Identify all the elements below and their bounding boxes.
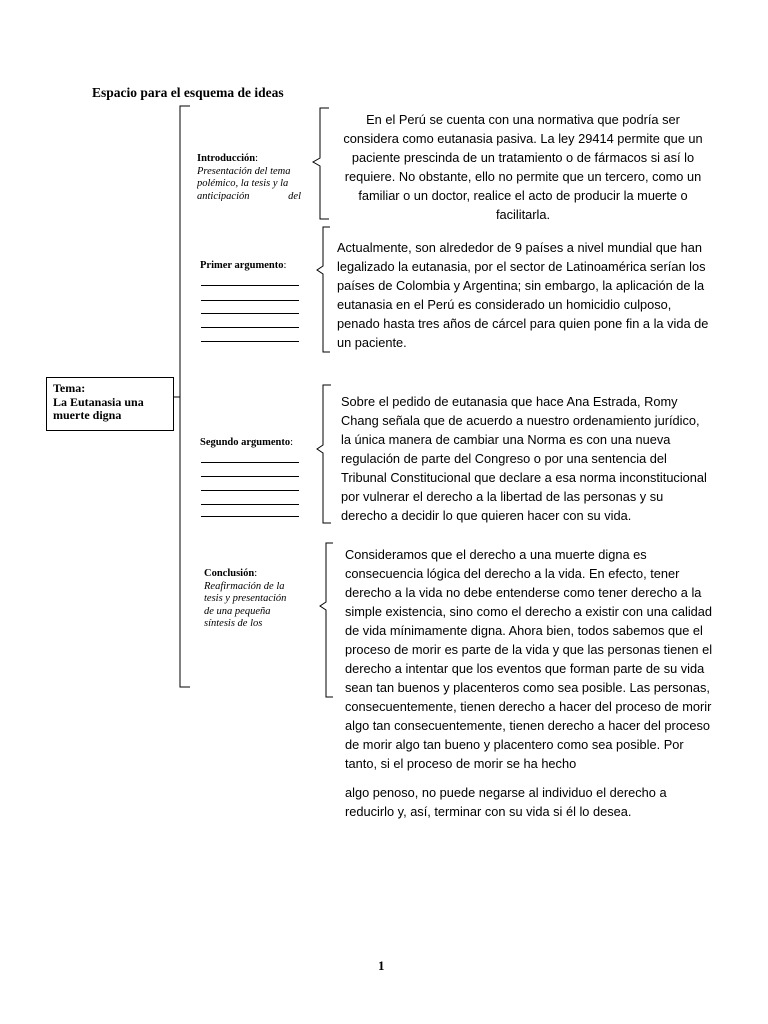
segundo-line-4 — [201, 504, 299, 505]
conclusion-desc-2: tesis y presentación — [204, 593, 287, 604]
primer-line-2 — [201, 300, 299, 301]
segundo-line-2 — [201, 476, 299, 477]
intro-colon: : — [255, 153, 259, 164]
primer-line-4 — [201, 327, 299, 328]
primer-line-1 — [201, 285, 299, 286]
intro-title: Introducción — [197, 153, 256, 164]
tema-label: Tema: — [53, 381, 86, 395]
intro-desc-3: anticipación del — [197, 190, 301, 201]
primer-line-3 — [201, 313, 299, 314]
intro-desc-2: polémico, la tesis y la — [197, 178, 289, 189]
segundo-colon: : — [290, 437, 294, 448]
conclusion-paragraph: Consideramos que el derecho a una muerte digna es consecuencia lógica del derecho a la vida. En efecto, tener derecho a la vida no debe entenderse como tener derecho a la simple existencia, sino como el derecho a existir con una calidad de vida mínimamente digna. Ahora bien, todos sabemos que el proceso de morir es parte de la vida y que las personas tienen el derecho a intentar que los eventos que forman parte de su vida sean tan buenos y placenteros como sea posible. Las personas, consecuentemente, tienen derecho a hacer del proceso de morir algo tan consecuentemente, tienen derecho a hacer del proceso de morir algo tan bueno y placentero como sea posible. Por tanto, si el proceso de morir se ha hecho — [345, 547, 713, 771]
intro-bracket — [313, 108, 329, 219]
conclusion-bracket — [320, 543, 333, 697]
primer-paragraph: Actualmente, son alrededor de 9 países a nivel mundial que han legalizado la eutanasia, por el sector de Latinoamérica serían los países de Colombia y Argentina; sin embargo, la aplicación de la eutanasia en el Perú es considerado un homicidio culposo, penado hasta tres años de cárcel para quien pone fin a la vida de un paciente. — [337, 240, 709, 350]
conclusion-desc-1: Reafirmación de la — [204, 580, 285, 592]
conclusion-label-block — [204, 568, 304, 631]
primer-label-block — [200, 260, 286, 273]
primer-bracket — [317, 227, 330, 352]
segundo-line-5 — [201, 516, 299, 517]
page-heading: Espacio para el esquema de ideas — [92, 85, 284, 100]
segundo-label-block — [200, 437, 293, 450]
conclusion-desc-4: síntesis de los — [204, 618, 263, 629]
intro-label-block — [197, 153, 301, 201]
primer-title: Primer argumento — [200, 260, 284, 271]
segundo-paragraph: Sobre el pedido de eutanasia que hace Ana Estrada, Romy Chang señala que de acuerdo a nuestro ordenamiento jurídico, la única manera de cambiar una Norma es con una nueva regulación de parte del Congreso o por una sentencia del Tribunal Constitucional que declare a esa norma inconstitucional por vulnerar el derecho a la libertad de las personas y su derecho a decidir lo que quieren hacer con su vida. — [341, 394, 707, 523]
primer-line-5 — [201, 341, 299, 342]
intro-paragraph: En el Perú se cuenta con una normativa que podría ser considera como eutanasia pasiva. La ley 29414 permite que un paciente prescinda de un tratamiento o de fármacos si así lo requiere. No obstante, ello no permite que un tercero, como un familiar o un doctor, realice el acto de producir la muerte o facilitarla. — [343, 112, 703, 222]
main-bracket — [180, 106, 190, 687]
segundo-bracket — [317, 385, 331, 523]
segundo-line-1 — [201, 462, 299, 463]
intro-desc-1: Presentación del tema — [197, 165, 291, 177]
primer-colon: : — [283, 260, 287, 271]
page-number: 1 — [378, 958, 385, 973]
conclusion-title: Conclusión — [204, 568, 255, 579]
tema-box — [46, 377, 174, 431]
segundo-title: Segundo argumento — [200, 437, 291, 448]
conclusion-colon: : — [254, 568, 258, 579]
conclusion-desc-3: de una pequeña — [204, 605, 271, 617]
segundo-line-3 — [201, 490, 299, 491]
tema-text: La Eutanasia una muerte digna — [53, 394, 144, 422]
conclusion-paragraph-2: algo penoso, no puede negarse al individuo el derecho a reducirlo y, así, terminar con su vida si él lo desea. — [345, 785, 667, 819]
